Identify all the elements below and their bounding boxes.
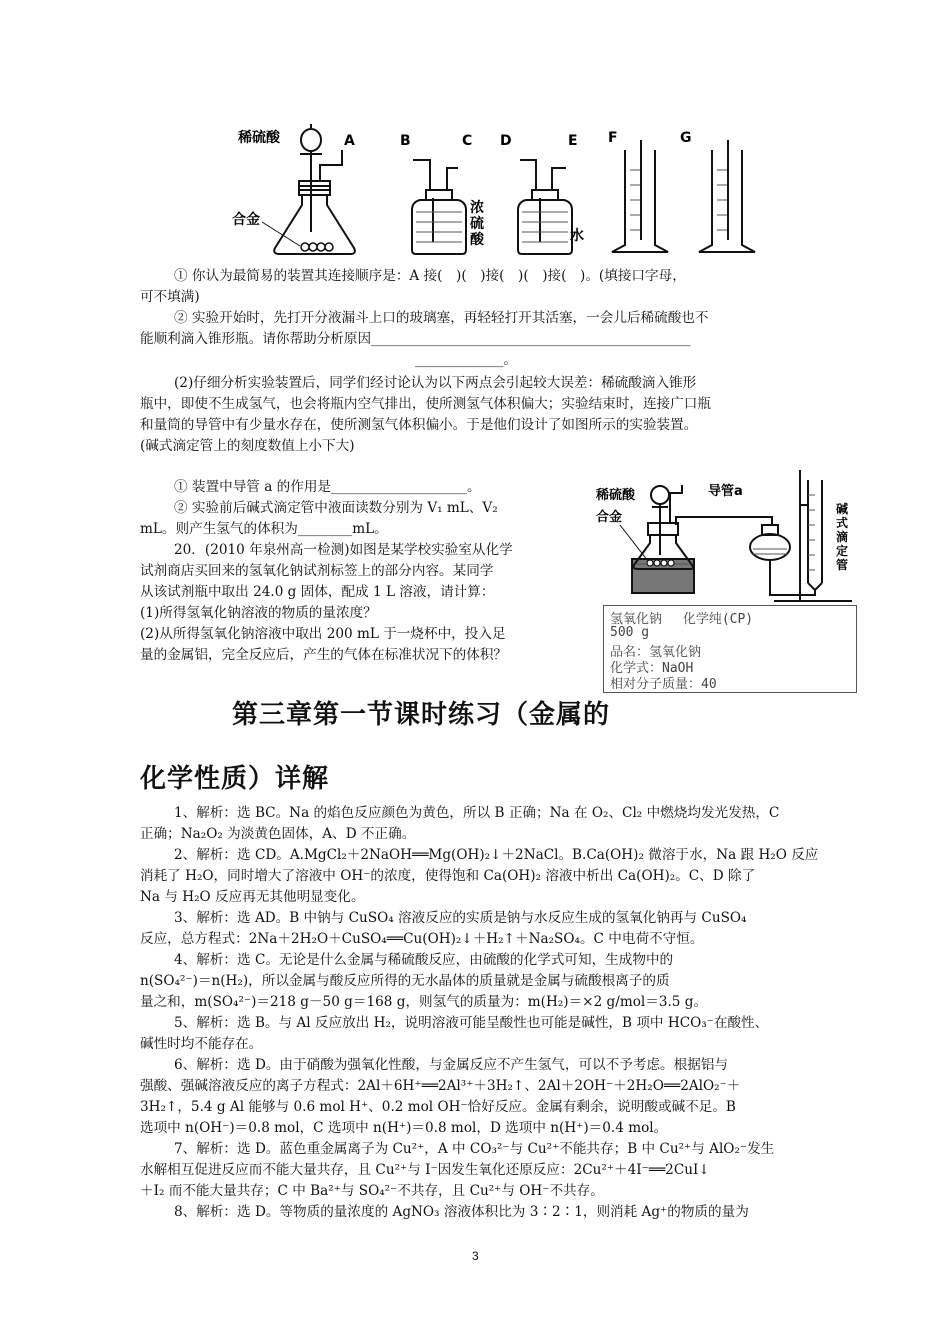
answer-line: Na 与 H₂O 反应再无其他明显变化。 [140, 889, 365, 905]
q20-line1: 20．(2010 年泉州高一检测)如图是某学校实验室从化学 [174, 542, 513, 558]
answer-line: 4、解析：选 C。无论是什么金属与稀硫酸反应，由硫酸的化学式可知，生成物中的 [174, 952, 674, 968]
fig1-alloy-label: 合金 [232, 212, 260, 228]
fig2-burette-char-4: 定 [836, 544, 849, 558]
reagent-label-row-5: 相对分子质量：40 [610, 677, 717, 692]
fig1-conc-acid-char-2: 硫 [470, 216, 484, 232]
fig2-tube-label: 导管a [708, 484, 743, 499]
fig2-burette-char-2: 式 [836, 516, 849, 530]
reagent-label-row-3: 品名：氢氧化钠 [610, 645, 702, 660]
fig1-acid-label: 稀硫酸 [238, 130, 280, 146]
q1-part3-line3: 和量筒的导管中有少量水存在，使所测氢气体积偏小。于是他们设计了如图所示的实验装置。 [140, 417, 698, 433]
fig2-burette-char-3: 滴 [836, 530, 849, 544]
q1-part3-line4: (碱式滴定管上的刻度数值上小下大) [140, 438, 355, 454]
chapter-title-line-1: 第三章第一节课时练习（金属的 [232, 700, 611, 730]
answer-line: 量之和，m(SO₄²⁻)＝218 g－50 g＝168 g，则氢气的质量为：m(H₂)＝×2 g/mol＝3.5 g。 [140, 994, 708, 1010]
q1-part3-line2: 瓶中，即使不生成氢气，也会将瓶内空气排出，使所测氢气体积偏大；实验结束时，连接广口瓶 [140, 396, 711, 412]
answer-line: n(SO₄²⁻)＝n(H₂)，所以金属与酸反应所得的无水晶体的质量就是金属与硫酸根离子的质 [140, 973, 670, 989]
q1-part1-line2: 可不填满) [140, 289, 200, 305]
fig1-conc-acid-char-1: 浓 [470, 200, 484, 216]
q20-line5: (2)从所得氢氧化钠溶液中取出 200 mL 于一烧杯中，投入足 [140, 626, 506, 642]
fig2-burette-char-5: 管 [836, 558, 849, 572]
answer-line: 强酸、强碱溶液反应的离子方程式：2Al＋6H⁺══2Al³⁺＋3H₂↑、2Al＋2OH⁻＋2H₂O══2AlO₂⁻＋ [140, 1078, 741, 1094]
q1-part1-line1: ① 你认为最简易的装置其连接顺序是：A 接( )( )接( )( )接( )。(填接口字母， [174, 268, 686, 284]
q20-line4: (1)所得氢氧化钠溶液的物质的量浓度？ [140, 605, 377, 621]
answer-line: 8、解析：选 D。等物质的量浓度的 AgNO₃ 溶液体积比为 3∶2∶1，则消耗 Ag⁺的物质的量为 [174, 1204, 749, 1220]
answer-line: 3、解析：选 AD。B 中钠与 CuSO₄ 溶液反应的实质是钠与水反应生成的氢氧化钠再与 CuSO₄ [174, 910, 747, 926]
answer-line: 3H₂↑，5.4 g Al 能够与 0.6 mol H⁺、0.2 mol OH⁻恰好反应。金属有剩余，说明酸或碱不足。B [140, 1099, 736, 1115]
q1-part5-line1: ② 实验前后碱式滴定管中液面读数分别为 V₁ mL、V₂ [174, 500, 498, 516]
fig1-letter-a: A [344, 133, 355, 149]
fig1-letter-g: G [680, 130, 692, 146]
answer-line: 正确；Na₂O₂ 为淡黄色固体，A、D 不正确。 [140, 826, 416, 842]
answer-line: 消耗了 H₂O，同时增大了溶液中 OH⁻的浓度，使得饱和 Ca(OH)₂ 溶液中析出 Ca(OH)₂。C、D 除了 [140, 868, 756, 884]
fig1-water-label: 水 [570, 228, 584, 244]
answer-line: 1、解析：选 BC。Na 的焰色反应颜色为黄色，所以 B 正确；Na 在 O₂、Cl₂ 中燃烧均发光发热，C [174, 805, 780, 821]
q1-part2-line1: ② 实验开始时，先打开分液漏斗上口的玻璃塞，再轻轻打开其活塞，一会儿后稀硫酸也不 [174, 310, 709, 326]
q20-line6: 量的金属铝，完全反应后，产生的气体在标准状况下的体积？ [140, 647, 508, 663]
answer-line: 碱性时均不能存在。 [140, 1036, 263, 1052]
answer-line: 7、解析：选 D。蓝色重金属离子为 Cu²⁺，A 中 CO₃²⁻与 Cu²⁺不能共存；B 中 Cu²⁺与 AlO₂⁻发生 [174, 1141, 775, 1157]
reagent-label-row-4: 化学式：NaOH [610, 661, 694, 676]
fig1-letter-b: B [400, 133, 411, 149]
answer-line: 反应，总方程式：2Na＋2H₂O＋CuSO₄══Cu(OH)₂↓＋H₂↑＋Na₂SO₄。C 中电荷不守恒。 [140, 931, 704, 947]
page-number: 3 [472, 1249, 479, 1263]
fig1-letter-e: E [568, 133, 578, 149]
reagent-label-row-1: 氢氧化钠 化学纯(CP) [610, 612, 754, 627]
fig1-letter-c: C [462, 133, 473, 149]
fig1-letter-d: D [500, 133, 512, 149]
reagent-label [603, 605, 857, 693]
fig2-alloy-label: 合金 [596, 510, 623, 525]
answer-line: 水解相互促进反应而不能大量共存，且 Cu²⁺与 I⁻因发生氧化还原反应：2Cu²⁺＋4I⁻══2CuI↓ [140, 1162, 710, 1178]
answer-line: ＋I₂ 而不能大量共存；C 中 Ba²⁺与 SO₄²⁻不共存，且 Cu²⁺与 OH⁻不共存。 [140, 1183, 604, 1199]
q20-line2: 试剂商店买回来的氢氧化钠试剂标签上的部分内容。某同学 [140, 563, 494, 579]
fig2-burette-char-1: 碱 [836, 502, 849, 516]
answer-line: 2、解析：选 CD。A.MgCl₂＋2NaOH══Mg(OH)₂↓＋2NaCl。B.Ca(OH)₂ 微溶于水，Na 跟 H₂O 反应 [174, 847, 819, 863]
answer-line: 5、解析：选 B。与 Al 反应放出 H₂，说明溶液可能呈酸性也可能是碱性，B 项中 HCO₃⁻在酸性、 [174, 1015, 769, 1031]
answer-line: 选项中 n(OH⁻)＝0.8 mol，C 选项中 n(H⁺)＝0.8 mol，D 选项中 n(H⁺)＝0.4 mol。 [140, 1120, 668, 1136]
q1-part4: ① 装置中导管 a 的作用是____________________。 [174, 479, 481, 495]
apparatus-figure-2 [590, 465, 860, 605]
fig1-conc-acid-char-3: 酸 [470, 232, 484, 248]
q1-part5-line2: mL。则产生氢气的体积为________mL。 [140, 521, 388, 537]
q1-part3-line1: (2)仔细分析实验装置后，同学们经讨论认为以下两点会引起较大误差：稀硫酸滴入锥形 [174, 375, 697, 391]
reagent-label-row-2: 500 g [610, 625, 650, 640]
q1-part2-line2: 能顺利滴入锥形瓶。请你帮助分析原因_______________________________________________ [140, 331, 691, 347]
q1-part2-line3: _____________。 [415, 352, 517, 368]
apparatus-figure-1 [0, 0, 950, 260]
fig1-letter-f: F [608, 130, 618, 146]
fig2-acid-label: 稀硫酸 [596, 488, 636, 503]
answer-line: 6、解析：选 D。由于硝酸为强氧化性酸，与金属反应不产生氢气，可以不予考虑。根据铝与 [174, 1057, 729, 1073]
q20-line3: 从该试剂瓶中取出 24.0 g 固体，配成 1 L 溶液，请计算： [140, 584, 495, 600]
chapter-title-line-2: 化学性质）详解 [140, 764, 330, 794]
